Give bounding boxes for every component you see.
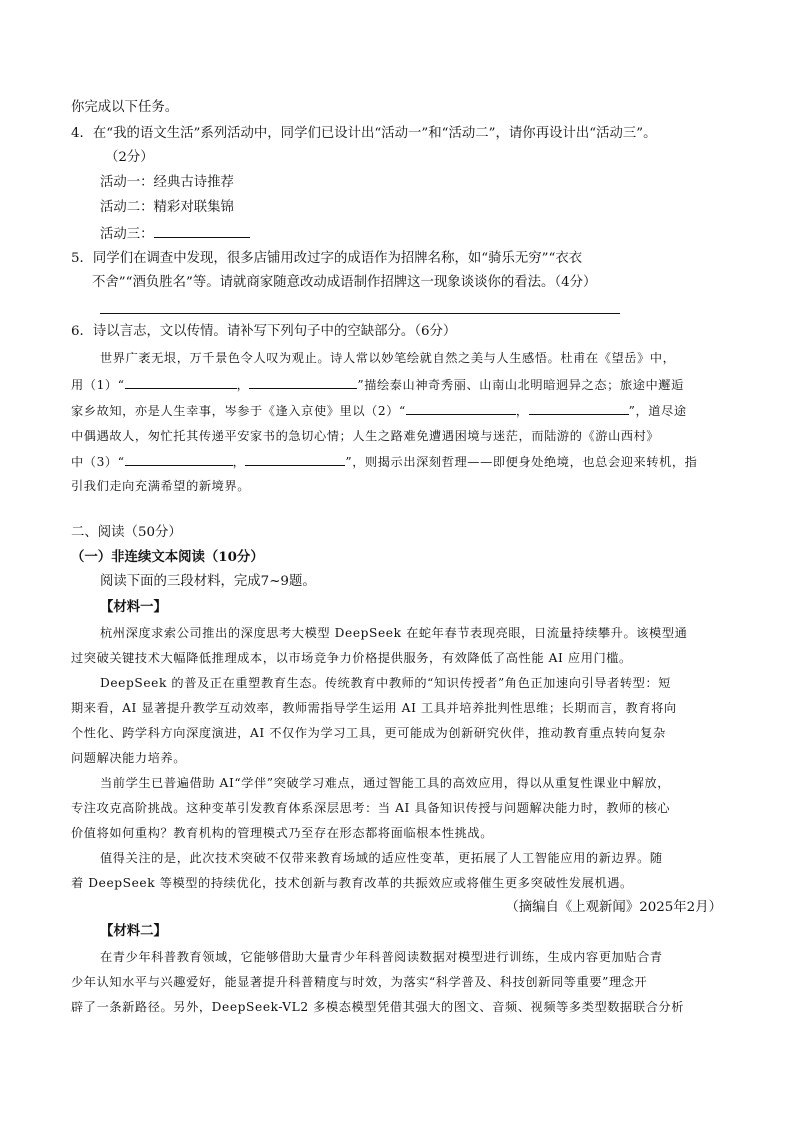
q4-stem: 4．在“我的语文生活”系列活动中，同学们已设计出“活动一”和“活动二”，请你再设计出“活动三”。 [71,126,657,141]
section-heading: 二、阅读（50分） [71,525,182,540]
subsection-heading: （一）非连续文本阅读（10分） [71,549,264,565]
q6-text: ， [232,455,246,469]
material-1-line: 专注攻克高阶挑战。这种变革引发教育体系深层思考：当 AI 具备知识传授与问题解决能力时，教师的核心 [71,801,671,815]
q6-stem: 6．诗以言志，文以传情。请补写下列句子中的空缺部分。（6分） [71,324,457,339]
q6-text: ， [236,378,250,392]
q6-blank-2a[interactable] [406,400,516,415]
material-1-line: 价值将如何重构？教育机构的管理模式乃至存在形态都将面临根本性挑战。 [71,826,493,840]
q6-blank-1b[interactable] [249,374,357,389]
q6-blank-3a[interactable] [125,451,233,466]
material-2-line: 在青少年科普教育领域，它能够借助大量青少年科普阅读数据对模型进行训练，生成内容更加贴合青 [100,950,663,964]
q6-text: 用（1）“ [71,378,125,392]
material-1-title: 【材料一】 [100,599,167,615]
material-2-line: 辟了一条新路径。另外，DeepSeek-VL2 多模态模型凭借其强大的图文、音频、视频等多类型数据联合分析 [71,1000,684,1014]
material-1-line: 当前学生已普遍借助 AI“学伴”突破学习难点，通过智能工具的高效应用，得以从重复性课业中解放， [100,776,671,790]
reading-instruction: 阅读下面的三段材料，完成7~9题。 [100,574,316,589]
q6-blank-3b[interactable] [245,451,345,466]
q6-para-line-4: 中偶遇故人，匆忙托其传递平安家书的急切心情；人生之路难免遭遇困境与迷茫，而陆游的《游山西村》 [71,429,660,443]
material-1-line: 值得关注的是，此次技术突破不仅带来教育场域的适应性变革，更拓展了人工智能应用的新边界。随 [100,851,663,865]
material-1-line: 过突破关键技术大幅降低推理成本，以市场竞争力价格提供服务，有效降低了高性能 AI 应用门槛。 [71,651,632,665]
q6-text: 中（3）“ [71,455,125,469]
q6-text: ”，道尽途 [628,404,687,418]
q6-para-line-6: 引我们走向充满希望的新境界。 [71,479,251,493]
q6-para-line-2 [71,374,684,395]
q6-blank-1a[interactable] [125,374,237,389]
q6-para-line-3 [71,400,687,421]
intro-tail: 你完成以下任务。 [71,100,179,115]
q5-answer-line[interactable] [100,313,620,314]
material-2-title: 【材料二】 [100,923,167,939]
q6-text: ”，则揭示出深刻哲理——即便身处绝境，也总会迎来转机，指 [345,455,698,469]
material-2-line: 少年认知水平与兴趣爱好，能显著提升科普精度与时效，为落实“科学普及、科技创新同等重要”理念开 [71,975,648,989]
q6-text: ， [515,404,529,418]
material-1-line: 杭州深度求索公司推出的深度思考大模型 DeepSeek 在蛇年春节表现亮眼，日流量持续攀升。该模型通 [100,626,688,640]
q6-para-line-5 [71,451,697,472]
q4-activity-3 [100,223,250,245]
q5-line-2: 不舍”“酒负胜名”等。请就商家随意改动成语制作招牌这一现象谈谈你的看法。（4分） [92,275,597,290]
material-1-line: 期来看，AI 显著提升教学互动效率，教师需指导学生运用 AI 工具并培养批判性思维；长期而言，教育将向 [71,701,677,715]
material-1-line: 着 DeepSeek 等模型的持续优化，技术创新与教育改革的共振效应或将催生更多突破性发展机遇。 [71,876,633,890]
q4-activity-1: 活动一：经典古诗推荐 [100,175,234,190]
q5-line-1: 5．同学们在调查中发现，很多店铺用改过字的成语作为招牌名称，如“骑乐无穷”“衣衣 [71,251,583,266]
q6-para-line-1: 世界广袤无垠，万千景色令人叹为观止。诗人常以妙笔绘就自然之美与人生感悟。杜甫在《望岳》中， [100,351,676,365]
material-1-line: 个性化、跨学科方向深度演进，AI 不仅作为学习工具，更可能成为创新研究伙伴，推动教育重点转向复杂 [71,726,666,740]
q6-text: 家乡故知，亦是人生幸事，岑参于《逢入京使》里以（2）“ [71,404,406,418]
q4-activity-3-label: 活动三： [100,227,154,242]
material-1-source: （摘编自《上观新闻》2025年2月） [505,900,722,915]
q6-text: ”描绘泰山神奇秀丽、山南山北明暗迥异之态；旅途中邂逅 [357,378,684,392]
material-1-line: 问题解决能力培养。 [71,751,187,765]
q6-blank-2b[interactable] [529,400,629,415]
q4-score: （2分） [105,150,154,165]
material-1-line: DeepSeek 的普及正在重塑教育生态。传统教育中教师的“知识传授者”角色正加速向引导者转型：短 [100,676,672,690]
q4-answer-blank[interactable] [154,223,250,238]
q4-activity-2: 活动二：精彩对联集锦 [100,200,234,215]
